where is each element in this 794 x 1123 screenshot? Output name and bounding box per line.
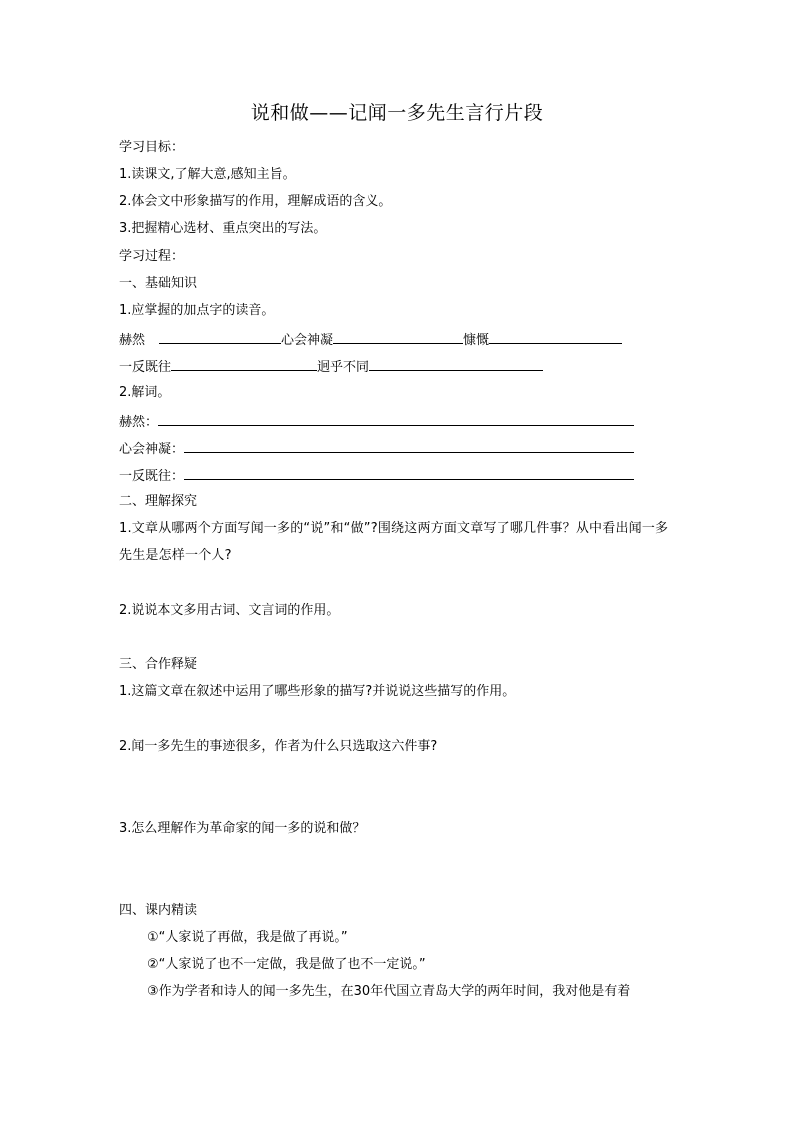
section2-question-2: 2.说说本文多用古词、文言词的作用。 [119,603,340,618]
reading-paragraph-2: ②“人家说了也不一定做，我是做了也不一定说。” [147,957,426,972]
section3-question-2: 2.闻一多先生的事迹很多，作者为什么只选取这六件事? [119,739,438,754]
definition-row-2 [119,439,634,458]
section3-question-3: 3.怎么理解作为革命家的闻一多的说和做？ [119,821,366,836]
answer-blank[interactable] [489,330,622,344]
answer-blank[interactable] [369,357,543,371]
section3-heading: 三、合作释疑 [119,657,198,672]
word-heran: 赫然 [119,333,146,348]
pronunciation-row-2 [119,357,543,376]
pronunciation-row-1 [119,330,622,349]
answer-blank[interactable] [158,412,634,426]
answer-blank[interactable] [159,330,281,344]
objective-item-2: 2.体会文中形象描写的作用，理解成语的含义。 [119,194,392,209]
answer-blank[interactable] [184,439,634,453]
page-title: 说和做——记闻一多先生言行片段 [250,102,544,124]
answer-blank[interactable] [184,466,634,480]
section2-question-1: 1.文章从哪两个方面写闻一多的“说”和“做”?围绕这两方面文章写了哪几件事？从中看出闻一多先生是怎样一个人? [119,521,669,563]
section2-heading: 二、理解探究 [119,494,198,509]
word-kangkai: 慷慨 [463,333,490,348]
section3-question-1: 1.这篇文章在叙述中运用了哪些形象的描写?并说说这些描写的作用。 [119,684,516,699]
objective-item-3: 3.把握精心选材、重点突出的写法。 [119,221,327,236]
objectives-heading: 学习目标： [119,140,185,155]
section1-heading: 一、基础知识 [119,276,198,291]
process-heading: 学习过程： [119,249,185,264]
definition-row-3 [119,466,634,485]
word-xinhuishenning: 心会神凝 [281,333,334,348]
section4-heading: 四、课内精读 [119,903,198,918]
word-yifanjiwang: 一反既往 [119,360,172,375]
reading-paragraph-3: ③作为学者和诗人的闻一多先生，在30年代国立青岛大学的两年时间，我对他是有着 [147,984,631,999]
definition-label-heran: 赫然： [119,415,159,430]
definition-row-1 [119,412,634,431]
definition-label-yifanjiwang: 一反既往： [119,469,185,484]
definition-label-xinhuishenning: 心会神凝： [119,442,185,457]
word-jionghubutong: 迥乎不同 [317,360,370,375]
answer-blank[interactable] [171,357,317,371]
answer-blank[interactable] [333,330,463,344]
section1-question-1: 1.应掌握的加点字的读音。 [119,303,275,318]
section1-question-2: 2.解词。 [119,385,171,400]
objective-item-1: 1.读课文,了解大意,感知主旨。 [119,167,296,182]
reading-paragraph-1: ①“人家说了再做，我是做了再说。” [147,930,348,945]
